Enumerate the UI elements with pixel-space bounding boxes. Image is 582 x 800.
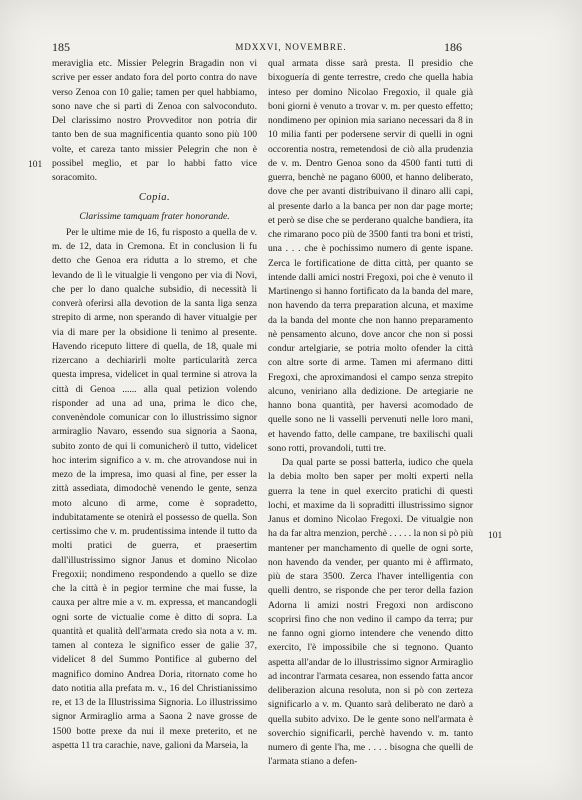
paragraph: meraviglia etc. Missier Pelegrin Bragadin non vi scrive per esser andato fora del porto contra do nave verso Zenoa con 10 galie; tamen per quel habbiamo, sono nave che si partì di Zenoa con salvoconduto. Del clarissimo nostro Provveditor non potria dir tanto ben de sua magnificentia quanto sono più 100 volte, et careza tanto missier Pelegrin che non è possibel meglio, et par lo habbi fatto vice soracomito. [52, 58, 257, 183]
margin-number-right: 101 [488, 531, 503, 541]
salutation: Clarissime tamquam frater honorande. [79, 210, 230, 222]
paragraph: qual armata disse sarà presta. Il presidio che bixoguería di gente terrestre, credo che quella habia inteso per domino Nicolao Fregoxio, il quale già boni giorni è venuto a trovar v. m. per questo effetto; nondimeno per opinion mia sariano necessari da 8 in 10 milia fanti per podersene servir di quelli in ogni occorentia nostra, remetendosi de ciò alla prudenzia de v. m. Dentro Genoa sono da 4500 fanti tutti di guerra, benchè ne pagano 6000, et hanno deliberato, dove che per avanti distribuivano il dinaro alli capi, al presente darlo a la banca per non dar page morte; et però se dise che se perderano qualche bandiera, ita che rimarano poco più de 3500 fanti tra boni et tristi, una . . . che è pochissimo numero di gente ispane. Zerca le fortificatione de ditta città, per quanto se intende dalli amici nostri Fregoxi, poi che è venuto il Martinengo si hanno fortificato da la banda del mare, non havendo da terra preparation alcuna, et maxime da la banda del monte che non hanno preparamento nè pensamento alcuno, dove ancor che non si possi condur artelgiarie, se potria molto ofender la città con altre sorte di arme. Tamen mi afermano ditti Fregoxi, che aproximandosi el campo senza strepito alcuno, veniriano alla dedizione. De artegiarie ne hanno bona quantità, per haversi acomodado de quelle sono ne li vasselli pervenuti nelle loro mani, et havendo fatto, delle campane, tre baxilischi quali sono rotti, provandoli, tutti tre. [268, 58, 473, 454]
running-head: MDXXVI, NOVEMBRE. [235, 42, 347, 52]
margin-number-left: 101 [28, 160, 43, 170]
right-column [268, 57, 473, 770]
left-column [52, 57, 257, 753]
paragraph: Da qual parte se possi batterla, iudico che quela la debia molto ben saper per molti experti nella guerra la tene in quel exercito pratichi di questi lochi, et maxime da li sopraditti illustrissimo signor Janus et domino Nicolao Fregoxi. De vitualgie non ha da far altra menzion, perchè . . . . . la non si pò più mantener per manchamento di quelle de ogni sorte, non havendo da vender, per quanto mi è affirmato, più de stara 3500. Zerca l'haver intelligentia con quelli dentro, se risponde che per teror della fazion Adorna li amizi nostri Fregoxi non ardiscono scoprirsi fino che non vedino il campo da terra; pur ne fanno ogni giorno intendere che venendo ditto exercito, l'è impossibile che si tegnono. Quanto aspetta all'andar de lo illustrissimo signor Armiraglio ad incontrar l'armata cesarea, non essendo fatta ancor deliberazion alcuna resoluta, non si pò con zerteza significarlo a v. m. Quanto sarà deliberato ne darò a quella subito advixo. De le gente sono nell'armata è soverchio significarli, perchè havendo v. m. tanto numero di gente l'ha, me . . . . bisogna che quelli de l'armata stiano a defen- [268, 457, 473, 768]
paragraph: Per le ultime mie de 16, fu risposto a quella de v. m. de 12, data in Cremona. Et in conclusion li fu detto che Genoa era ridutta a lo stremo, et che levando de lì le vitualgie li vengono per via di Novi, che per lo dano qualche subsidio, di necessità li converà oferirsi alla devotion de la santa liga senza strepito di arme, non sperando di haver vitualgie per via di mare per la obsidione li tenimo al presente. Havendo riceputo littere di quella, de 18, quale mi rizercano a dechiarirli molte particularità zerca questa impresa, videlicet in qual termine si atrova la città di Genoa ...... alla qual petizion volendo risponder ad una ad una, prima le dico che, convenèndole comunicar con lo illustrissimo signor armiraglio Navaro, essendo sua signoria a Saona, subito zonto de qui li comunicherò il tutto, videlicet hoc interim significo a v. m. che atrovandose nui in mezo de la impresa, imo quasi al fine, per esser la zittà assediata, dimodochè venendo le gente, senza moto alcuno di arme, come è sopradetto, indubitatamente se otenirà el possesso de quella. Son certissimo che v. m. prudentissima intende il tutto da molti pratici de guerra, et praesertim dall'illustrissimo signor Janus et domino Nicolao Fregoxii; nondimeno respondendo a quello se dize che la città è in pegior termine che mai fusse, la cauxa per altre mie a v. m. expressa, et mancandogli ogni sorte de victualie come è ditto di sopra. La quantità et qualità dell'armata credo sia nota a v. m. tamen al conteza le significo esser de galie 37, videlicet 8 del Summo Pontifice al guberno del magnifico domino Andrea Doria, ritornato come ho dato notitia alla prefata m. v., 16 del Christianissimo re, et 13 de la Illustrissima Signoria. Lo illustrissimo signor Armiraglio arma a Saona 2 nave grosse de 1500 botte prexe da nui il mexe preterito, et ne aspetta 11 tra carachie, nave, galioni da Marseia, la [52, 226, 257, 751]
section-title: Copia. [138, 192, 171, 204]
page-number-left: 185 [52, 40, 70, 54]
page-number-right: 186 [444, 40, 462, 54]
